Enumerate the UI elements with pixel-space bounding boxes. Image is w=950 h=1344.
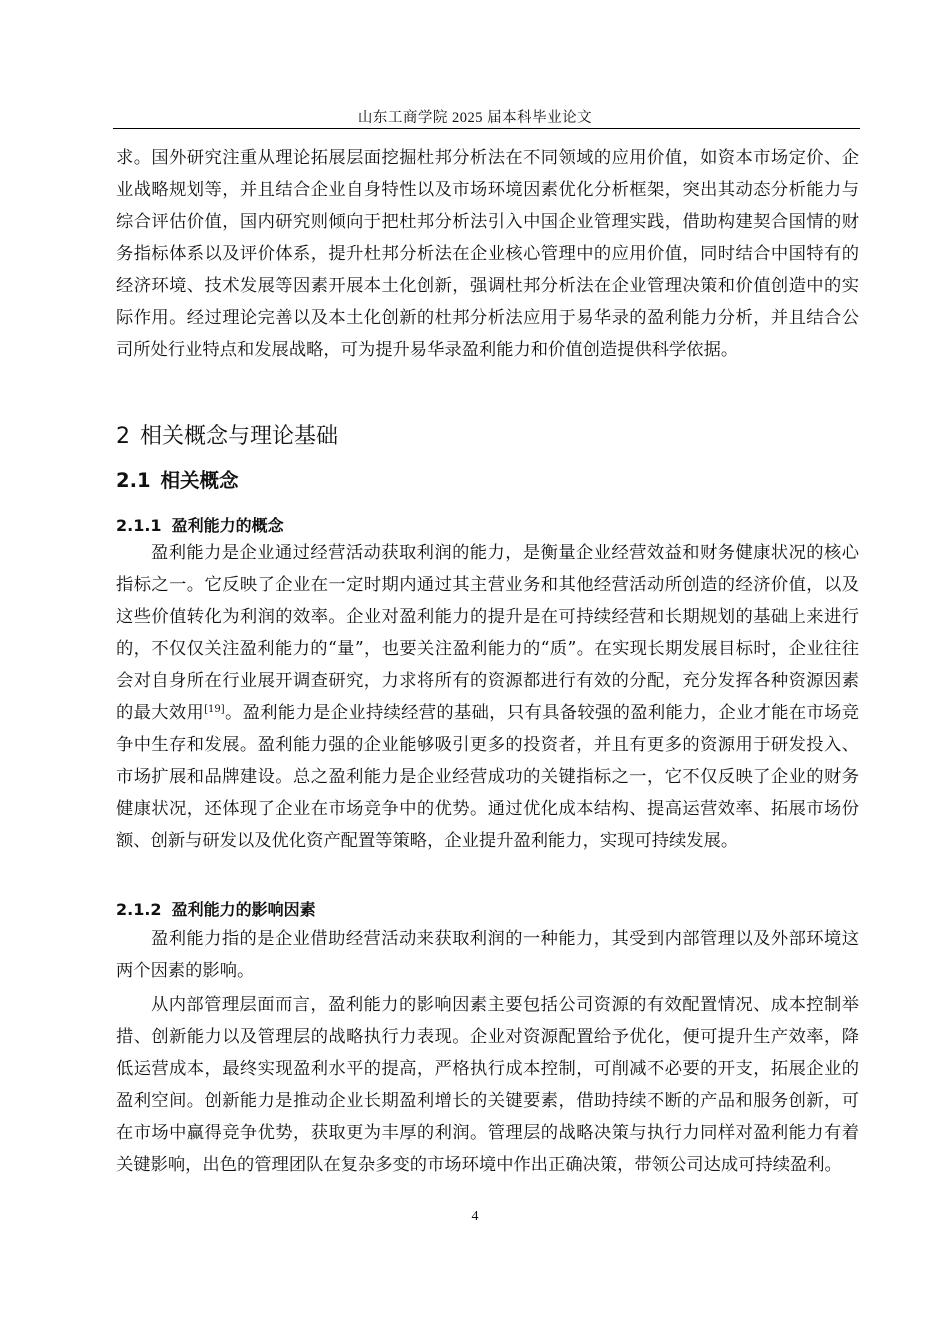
subsection-2-number: 2.1.2	[116, 900, 162, 919]
subsection-heading-2	[116, 897, 316, 920]
profitability-concept-paragraph	[116, 537, 859, 857]
subsection-2-title: 盈利能力的影响因素	[171, 900, 316, 919]
paragraph-text-after-citation: 。盈利能力是企业持续经营的基础，只有具备较强的盈利能力，企业才能在市场竞争中生存和发展。盈利能力强的企业能够吸引更多的投资者，并且有更多的资源用于研发投入、市场扩展和品牌建设。总之盈利能力是企业经营成功的关键指标之一，它不仅反映了企业的财务健康状况，还体现了企业在市场竞争中的优势。通过优化成本结构、提高运营效率、拓展市场份额、创新与研发以及优化资产配置等策略，企业提升盈利能力，实现可持续发展。	[116, 703, 859, 851]
page-number: 4	[471, 1209, 479, 1224]
section-heading	[116, 465, 239, 493]
section-number: 2.1	[116, 469, 151, 492]
subsection-heading-1	[116, 513, 284, 536]
intro-paragraph: 求。国外研究注重从理论拓展层面挖掘杜邦分析法在不同领域的应用价值，如资本市场定价、企业战略规划等，并且结合企业自身特性以及市场环境因素优化分析框架，突出其动态分析能力与综合评估价值，国内研究则倾向于把杜邦分析法引入中国企业管理实践，借助构建契合国情的财务指标体系以及评价体系，提升杜邦分析法在企业核心管理中的应用价值，同时结合中国特有的经济环境、技术发展等因素开展本土化创新，强调杜邦分析法在企业管理决策和价值创造中的实际作用。经过理论完善以及本土化创新的杜邦分析法应用于易华录的盈利能力分析，并且结合公司所处行业特点和发展战略，可为提升易华录盈利能力和价值创造提供科学依据。	[116, 148, 859, 360]
paragraph-text-before-citation: 盈利能力是企业通过经营活动获取利润的能力，是衡量企业经营效益和财务健康状况的核心指标之一。它反映了企业在一定时期内通过其主营业务和其他经营活动所创造的经济价值，以及这些价值转化为利润的效率。企业对盈利能力的提升是在可持续经营和长期规划的基础上来进行的，不仅仅关注盈利能力的“量”，也要关注盈利能力的“质”。在实现长期发展目标时，企业往往会对自身所在行业展开调查研究，力求将所有的资源都进行有效的分配，充分发挥各种资源因素的最大效用	[116, 543, 859, 723]
chapter-number: 2	[116, 424, 130, 449]
section-title: 相关概念	[160, 469, 239, 492]
citation-reference: [19]	[204, 704, 225, 715]
running-header: 山东工商学院 2025 届本科毕业论文	[357, 110, 593, 126]
header-divider	[113, 128, 860, 129]
influencing-factors-paragraph-2: 从内部管理层面而言，盈利能力的影响因素主要包括公司资源的有效配置情况、成本控制举措、创新能力以及管理层的战略执行力表现。企业对资源配置给予优化，便可提升生产效率，降低运营成本，最终实现盈利水平的提高，严格执行成本控制，可削减不必要的开支，拓展企业的盈利空间。创新能力是推动企业长期盈利增长的关键要素，借助持续不断的产品和服务创新，可在市场中赢得竞争优势，获取更为丰厚的利润。管理层的战略决策与执行力同样对盈利能力有着关键影响，出色的管理团队在复杂多变的市场环境中作出正确决策，带领公司达成可持续盈利。	[116, 995, 859, 1175]
chapter-title: 相关概念与理论基础	[140, 424, 339, 449]
chapter-heading	[116, 419, 338, 450]
influencing-factors-paragraph-1: 盈利能力指的是企业借助经营活动来获取利润的一种能力，其受到内部管理以及外部环境这两个因素的影响。	[116, 929, 859, 981]
subsection-1-number: 2.1.1	[116, 516, 162, 535]
subsection-1-title: 盈利能力的概念	[171, 516, 284, 535]
